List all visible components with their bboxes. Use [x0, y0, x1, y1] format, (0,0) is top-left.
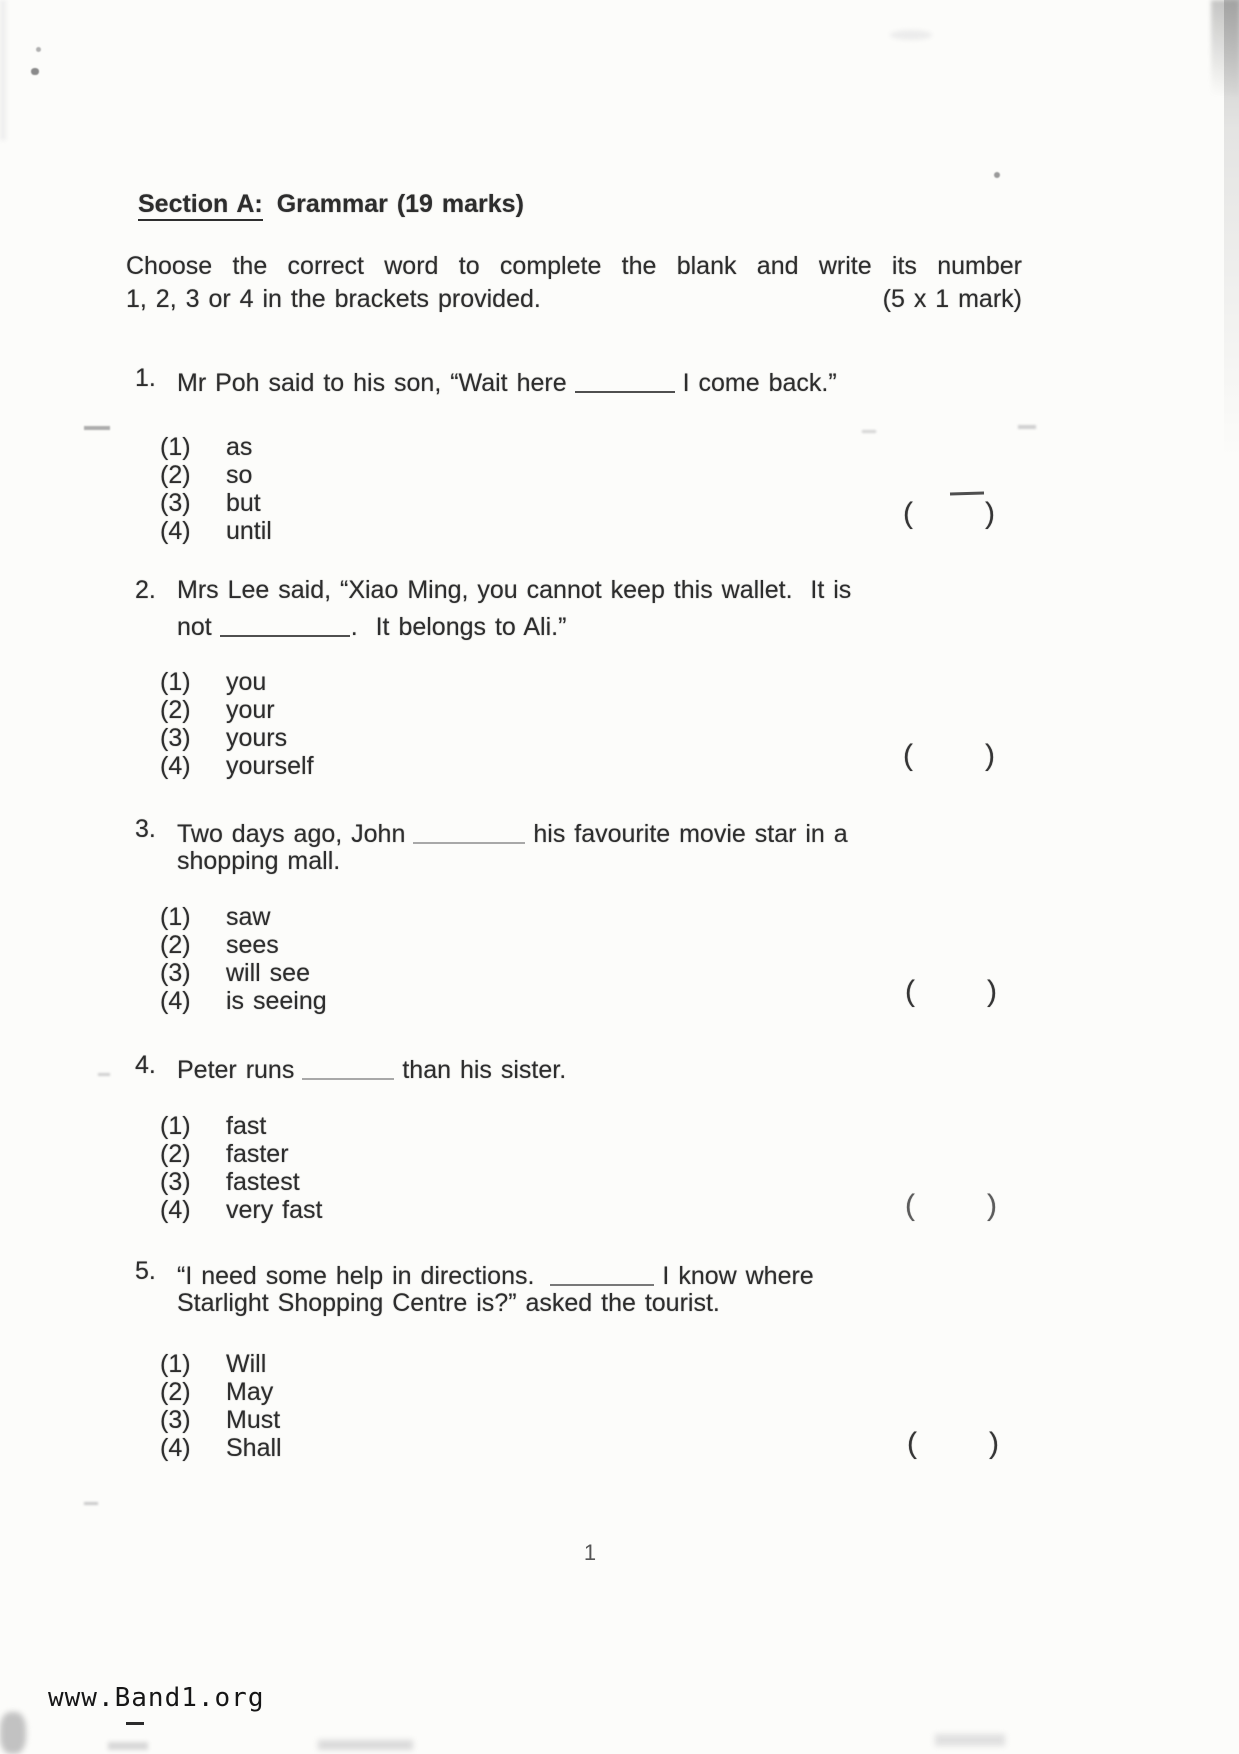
- answer-blank: [413, 817, 525, 844]
- option-row: [160, 696, 314, 724]
- option-label: is seeing: [226, 987, 327, 1015]
- question-text-segment: Peter runs: [177, 1056, 295, 1084]
- scan-artifact-smudge: [935, 1734, 1005, 1746]
- option-label: fastest: [226, 1168, 300, 1196]
- option-row: [160, 517, 272, 545]
- option-label: faster: [226, 1140, 289, 1168]
- instructions-line1: Choose the correct word to complete the blank and write its number: [126, 252, 1022, 280]
- option-row: [160, 668, 314, 696]
- pencil-mark: [950, 492, 984, 496]
- option-row: [160, 1196, 322, 1224]
- answer-bracket: [903, 740, 995, 772]
- option-number: (1): [160, 433, 191, 461]
- option-label: sees: [226, 931, 279, 959]
- question-number: 1.: [135, 364, 156, 392]
- option-label: Must: [226, 1406, 281, 1434]
- option-row: [160, 931, 327, 959]
- options-list: [160, 1350, 282, 1462]
- option-number: (1): [160, 1112, 191, 1140]
- options-list: [160, 1112, 322, 1224]
- instructions: [126, 250, 1022, 316]
- question-text: [177, 608, 566, 642]
- scan-artifact-speck: [31, 68, 39, 75]
- option-row: [160, 1434, 282, 1462]
- marks-note: (5 x 1 mark): [882, 285, 1022, 313]
- option-number: (4): [160, 1434, 191, 1462]
- answer-blank: [302, 1053, 394, 1080]
- option-number: (3): [160, 1406, 191, 1434]
- option-number: (2): [160, 1140, 191, 1168]
- question-text-segment: his favourite movie star in a: [533, 820, 848, 848]
- scan-artifact-dash: [84, 1502, 98, 1505]
- option-number: (4): [160, 752, 191, 780]
- section-heading: [138, 190, 524, 219]
- question-text-segment: . It belongs to Ali.”: [350, 613, 567, 641]
- scan-edge-shadow: [0, 0, 6, 140]
- bracket-open-paren: (: [905, 975, 915, 1008]
- option-number: (2): [160, 1378, 191, 1406]
- question-text: [177, 1257, 814, 1291]
- bracket-open-paren: (: [903, 739, 913, 772]
- option-number: (1): [160, 903, 191, 931]
- bracket-open-paren: (: [905, 1189, 915, 1222]
- question-text-segment: I know where: [662, 1262, 814, 1290]
- scan-artifact-dash: [862, 430, 876, 433]
- question-text-segment: not: [177, 613, 212, 641]
- bracket-open-paren: (: [907, 1427, 917, 1460]
- question-text-segment: I come back.”: [682, 369, 837, 397]
- scan-artifact-smudge: [890, 30, 932, 40]
- option-row: [160, 903, 327, 931]
- question-number: 3.: [135, 815, 156, 843]
- option-number: (4): [160, 987, 191, 1015]
- answer-bracket: [903, 498, 995, 530]
- question-text: Starlight Shopping Centre is?” asked the tourist.: [177, 1289, 720, 1317]
- option-row: [160, 1350, 282, 1378]
- question-number: 2.: [135, 576, 156, 604]
- scan-edge-shadow: [0, 1712, 26, 1754]
- question-text: [177, 1051, 566, 1085]
- page-number: 1: [583, 1540, 597, 1565]
- option-label: but: [226, 489, 261, 517]
- bracket-close-paren: ): [989, 1427, 999, 1460]
- answer-bracket: [905, 976, 997, 1008]
- option-label: Will: [226, 1350, 267, 1378]
- scan-artifact-smudge: [108, 1742, 148, 1750]
- scan-artifact-dash: [1018, 425, 1036, 429]
- options-list: [160, 433, 272, 545]
- options-list: [160, 903, 327, 1015]
- option-number: (3): [160, 724, 191, 752]
- answer-bracket: [907, 1428, 999, 1460]
- option-number: (2): [160, 696, 191, 724]
- option-label: will see: [226, 959, 310, 987]
- question-text-segment: than his sister.: [402, 1056, 567, 1084]
- option-label: until: [226, 517, 272, 545]
- options-list: [160, 668, 314, 780]
- bracket-close-paren: ): [985, 739, 995, 772]
- option-row: [160, 1140, 322, 1168]
- question-text-segment: Mr Poh said to his son, “Wait here: [177, 369, 567, 397]
- option-number: (2): [160, 931, 191, 959]
- option-row: [160, 1168, 322, 1196]
- option-row: [160, 1112, 322, 1140]
- option-row: [160, 987, 327, 1015]
- question-number: 5.: [135, 1257, 156, 1285]
- option-label: yourself: [226, 752, 314, 780]
- scan-edge-shadow: [1211, 0, 1239, 95]
- option-row: [160, 1378, 282, 1406]
- section-title: Grammar (19 marks): [276, 190, 524, 218]
- option-row: [160, 724, 314, 752]
- bracket-close-paren: ): [987, 975, 997, 1008]
- option-label: you: [226, 668, 267, 696]
- scan-artifact-dash: [98, 1073, 110, 1076]
- option-number: (2): [160, 461, 191, 489]
- option-row: [160, 752, 314, 780]
- question-text: shopping mall.: [177, 847, 341, 875]
- option-number: (4): [160, 1196, 191, 1224]
- scan-edge-shadow: [1224, 0, 1239, 460]
- option-number: (4): [160, 517, 191, 545]
- option-row: [160, 433, 272, 461]
- option-row: [160, 1406, 282, 1434]
- option-label: saw: [226, 903, 271, 931]
- scan-artifact-speck: [36, 47, 41, 52]
- option-number: (3): [160, 489, 191, 517]
- option-label: as: [226, 433, 253, 461]
- bracket-close-paren: ): [985, 497, 995, 530]
- option-number: (3): [160, 959, 191, 987]
- option-label: fast: [226, 1112, 267, 1140]
- instructions-line2: 1, 2, 3 or 4 in the brackets provided.: [126, 285, 541, 313]
- option-number: (1): [160, 668, 191, 696]
- section-label: Section A:: [138, 190, 263, 221]
- option-row: [160, 489, 272, 517]
- scan-artifact-dash: [84, 426, 110, 430]
- scan-artifact-speck: [994, 172, 1000, 178]
- answer-blank: [575, 366, 675, 393]
- option-label: your: [226, 696, 275, 724]
- option-number: (3): [160, 1168, 191, 1196]
- answer-blank: [220, 610, 350, 637]
- question-text: [177, 364, 837, 398]
- option-row: [160, 959, 327, 987]
- scan-artifact-smudge: [318, 1740, 413, 1750]
- question-text-segment: “I need some help in directions.: [177, 1262, 535, 1290]
- bracket-open-paren: (: [903, 497, 913, 530]
- option-label: so: [226, 461, 253, 489]
- option-label: May: [226, 1378, 274, 1406]
- option-row: [160, 461, 272, 489]
- option-label: yours: [226, 724, 288, 752]
- question-text: Mrs Lee said, “Xiao Ming, you cannot keep this wallet. It is: [177, 576, 852, 604]
- question-text: [177, 815, 848, 849]
- question-number: 4.: [135, 1051, 156, 1079]
- question-text-segment: Two days ago, John: [177, 820, 406, 848]
- option-label: very fast: [226, 1196, 323, 1224]
- option-label: Shall: [226, 1434, 282, 1462]
- answer-bracket: [905, 1190, 997, 1222]
- bracket-close-paren: ): [987, 1189, 997, 1222]
- scan-artifact-dash: [126, 1722, 144, 1725]
- answer-blank: [550, 1259, 654, 1286]
- site-watermark: www.Band1.org: [48, 1683, 265, 1713]
- option-number: (1): [160, 1350, 191, 1378]
